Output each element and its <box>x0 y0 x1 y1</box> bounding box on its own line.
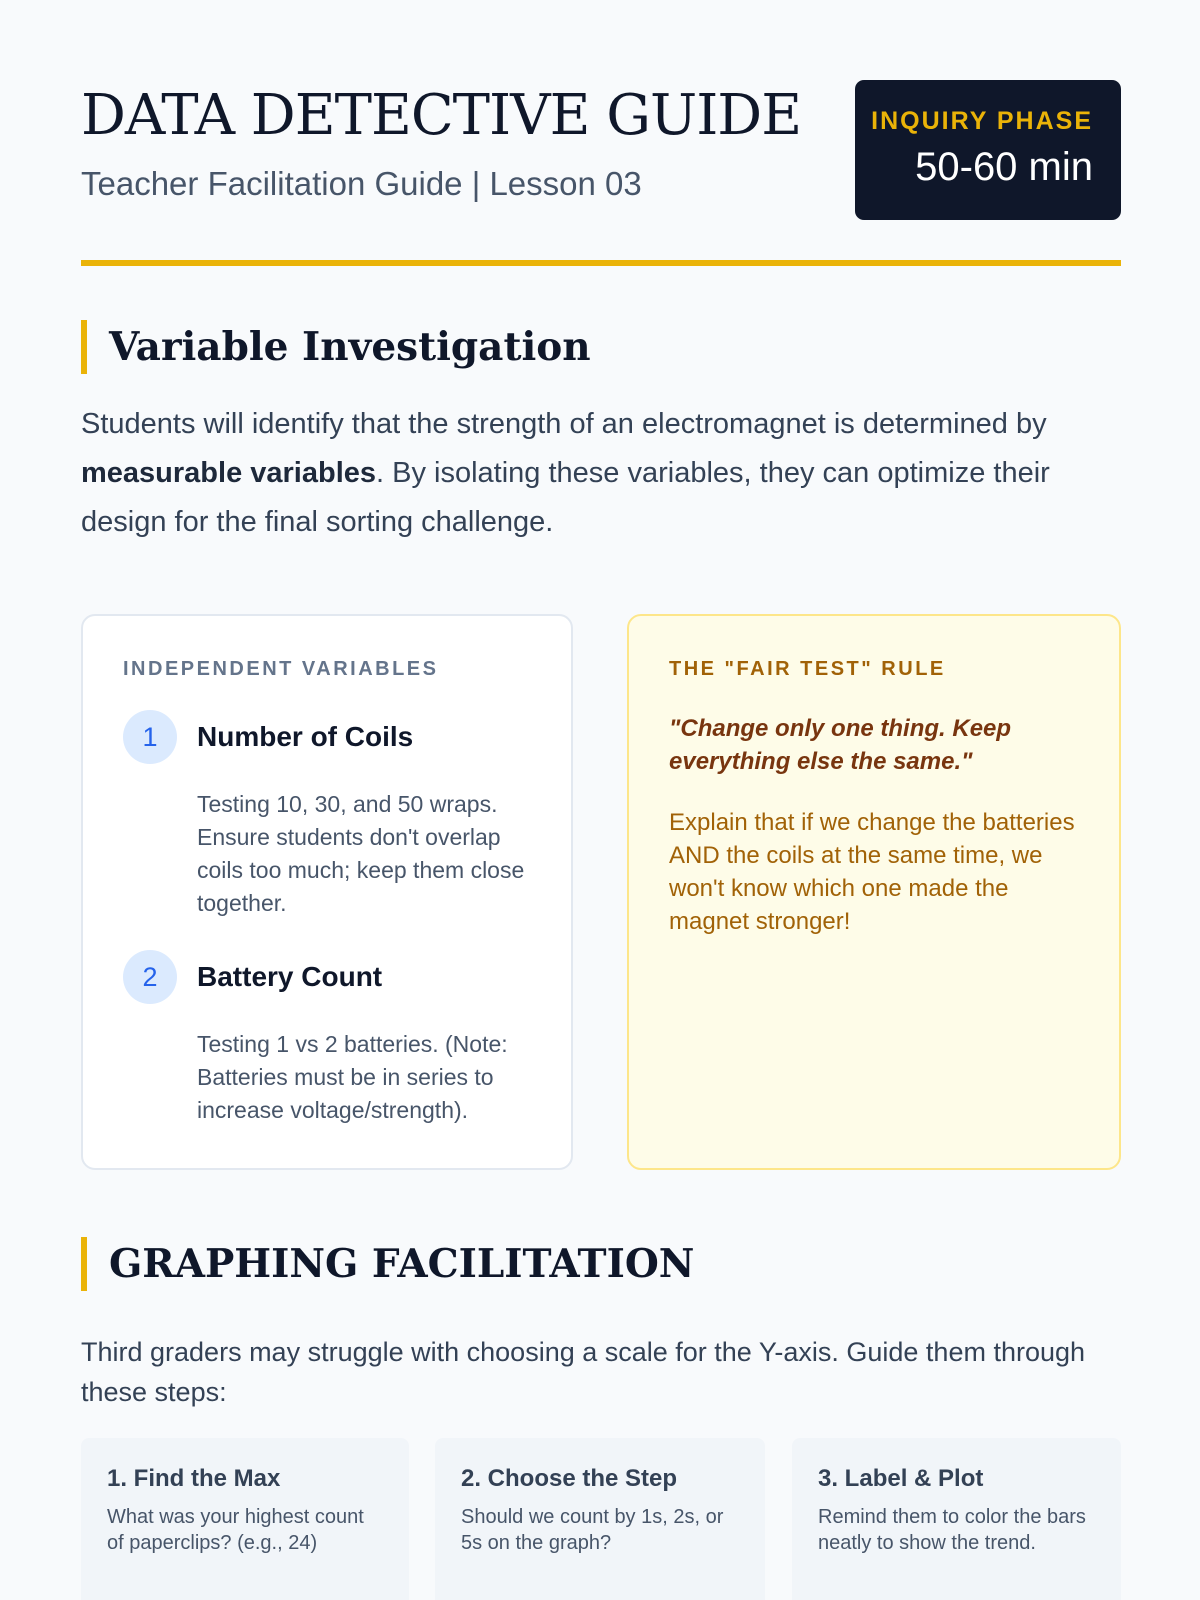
fair-test-rule-card <box>627 614 1121 1170</box>
phase-badge <box>855 80 1121 220</box>
section-intro-paragraph <box>81 400 1121 547</box>
page-subtitle: Teacher Facilitation Guide | Lesson 03 <box>81 165 642 202</box>
intro-text-part2: . By isolating these variables, they can optimize their design for the final sorting challenge. <box>81 457 1050 538</box>
header-divider <box>81 260 1121 266</box>
variable-description: Testing 1 vs 2 batteries. (Note: Batteries must be in series to increase voltage/strength). <box>197 1031 508 1123</box>
step-title: 1. Find the Max <box>107 1465 281 1492</box>
variable-title: Battery Count <box>197 961 383 992</box>
card-label: THE "FAIR TEST" RULE <box>669 658 946 680</box>
fair-test-quote: "Change only one thing. Keep everything else the same." <box>669 715 1012 775</box>
step-card <box>81 1438 409 1600</box>
step-card <box>792 1438 1121 1600</box>
step-title: 3. Label & Plot <box>818 1465 984 1492</box>
page-header <box>81 80 1121 220</box>
graphing-intro-paragraph: Third graders may struggle with choosing a scale for the Y-axis. Guide them through these steps: <box>81 1337 1086 1407</box>
page-title: DATA DETECTIVE GUIDE <box>81 83 802 148</box>
intro-emphasis: measurable variables <box>81 457 377 489</box>
variable-title: Number of Coils <box>197 721 414 752</box>
step-description: Should we count by 1s, 2s, or 5s on the graph? <box>461 1506 724 1554</box>
section-heading-variable-investigation: Variable Investigation <box>81 320 591 374</box>
intro-text-part1: Students will identify that the strength of an electromagnet is determined by <box>81 408 1047 440</box>
section-heading-graphing-facilitation: GRAPHING FACILITATION <box>81 1237 694 1291</box>
phase-duration: 50-60 min <box>915 145 1093 189</box>
step-card <box>435 1438 765 1600</box>
variable-number-badge: 2 <box>123 950 177 1004</box>
variable-description: Testing 10, 30, and 50 wraps. Ensure students don't overlap coils too much; keep them close together. <box>197 791 525 916</box>
phase-label: INQUIRY PHASE <box>871 107 1093 135</box>
step-description: Remind them to color the bars neatly to show the trend. <box>818 1506 1086 1554</box>
step-title: 2. Choose the Step <box>461 1465 678 1492</box>
fair-test-explanation: Explain that if we change the batteries AND the coils at the same time, we won't know which one made the magnet stronger! <box>669 809 1075 935</box>
card-label: INDEPENDENT VARIABLES <box>123 658 439 680</box>
variable-number-badge: 1 <box>123 710 177 764</box>
step-description: What was your highest count of paperclips? (e.g., 24) <box>107 1506 364 1554</box>
independent-variables-card <box>81 614 573 1170</box>
